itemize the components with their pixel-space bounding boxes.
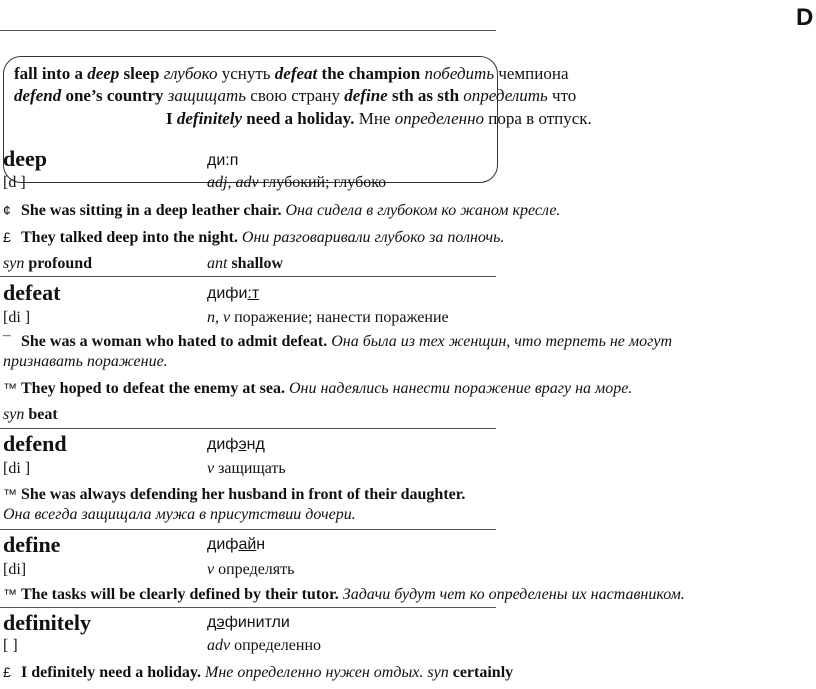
collocation-key: deep bbox=[87, 64, 120, 83]
antonym-deep bbox=[207, 255, 283, 273]
example-en: She was always defending her husband in front of their daughter. bbox=[21, 486, 466, 503]
example-defeat-1 bbox=[3, 333, 672, 351]
entry-word-deep: deep bbox=[3, 146, 47, 171]
collocation-ru: уснуть bbox=[217, 64, 275, 83]
collocation-key: defend bbox=[14, 86, 62, 105]
phonetic-defend: [di ] bbox=[3, 460, 31, 477]
meaning-text: защищать bbox=[214, 460, 286, 477]
entry-word-defend: defend bbox=[3, 431, 67, 456]
meaning-text: определенно bbox=[230, 637, 322, 654]
divider bbox=[0, 428, 496, 429]
example-en: They hoped to defeat the enemy at sea. bbox=[21, 380, 285, 397]
entry-word-defeat: defeat bbox=[3, 280, 61, 305]
collocation-ru-key: глубоко bbox=[163, 64, 218, 83]
example-ru: Они надеялись нанести поражение врагу на море. bbox=[284, 380, 633, 397]
collocation-en: I bbox=[166, 109, 177, 128]
pos-label: adv bbox=[207, 637, 231, 654]
syn-label: syn bbox=[3, 255, 25, 272]
transcription-part: н bbox=[256, 536, 266, 553]
example-deep-2 bbox=[3, 229, 504, 247]
collocation-ru-key: защищать bbox=[167, 86, 247, 105]
phonetic-deep: [d ] bbox=[3, 174, 26, 191]
example-en: She was a woman who hated to admit defeat. bbox=[21, 333, 328, 350]
example-defeat-1-cont: признавать поражение. bbox=[3, 353, 168, 370]
transcription-stress: :т bbox=[247, 285, 260, 302]
transcription-define bbox=[207, 536, 265, 554]
transcription-stress: э bbox=[238, 436, 247, 453]
transcription-defend bbox=[207, 436, 265, 454]
synonym-deep bbox=[3, 255, 92, 273]
transcription-defeat bbox=[207, 285, 259, 303]
transcription-deep: ди:п bbox=[207, 152, 239, 169]
example-definitely-1 bbox=[3, 664, 513, 682]
meaning-definitely bbox=[207, 637, 321, 655]
divider bbox=[0, 529, 496, 530]
collocation-ru-key: определить bbox=[463, 86, 548, 105]
collocation-ru: чемпиона bbox=[494, 64, 569, 83]
collocation-en: one’s country bbox=[61, 86, 168, 105]
divider bbox=[0, 276, 496, 277]
bullet-icon: ™ bbox=[3, 586, 17, 602]
meaning-deep bbox=[207, 174, 386, 192]
bullet-icon: £ bbox=[3, 229, 11, 245]
example-deep-1 bbox=[3, 202, 560, 220]
transcription-definitely bbox=[207, 614, 290, 632]
ant-word: shallow bbox=[227, 255, 284, 272]
transcription-part: диф bbox=[207, 436, 239, 453]
meaning-defeat bbox=[207, 309, 449, 327]
example-en: They talked deep into the night. bbox=[21, 229, 238, 246]
bullet-icon: ™ bbox=[3, 380, 17, 396]
ant-label: ant bbox=[207, 255, 228, 272]
syn-word: profound bbox=[24, 255, 93, 272]
top-rule bbox=[0, 30, 496, 31]
transcription-stress: ай bbox=[238, 536, 257, 553]
example-ru: Задачи будут чет ко определены их наставником. bbox=[338, 586, 685, 603]
transcription-part: дифи bbox=[207, 285, 248, 302]
syn-label: syn bbox=[427, 664, 449, 681]
example-ru: Она была из тех женщин, что терпеть не могут bbox=[327, 333, 673, 350]
syn-word: beat bbox=[24, 406, 58, 423]
transcription-stress: э bbox=[216, 614, 225, 631]
entry-word-define: define bbox=[3, 532, 61, 557]
collocation-en: the champion bbox=[317, 64, 425, 83]
example-ru: Мне определенно нужен отдых. bbox=[201, 664, 428, 681]
collocation-ru-key: победить bbox=[424, 64, 495, 83]
example-defeat-2 bbox=[3, 380, 632, 398]
phonetic-definitely: [ ] bbox=[3, 637, 18, 654]
collocation-en: sth as sth bbox=[387, 86, 464, 105]
collocation-en: sleep bbox=[119, 64, 164, 83]
collocation-line-3 bbox=[166, 109, 592, 129]
collocation-ru: что bbox=[547, 86, 577, 105]
transcription-part: диф bbox=[207, 536, 239, 553]
bullet-icon: ™ bbox=[3, 486, 17, 502]
meaning-text: поражение; нанести поражение bbox=[230, 309, 449, 326]
example-define-1 bbox=[3, 586, 685, 604]
transcription-part: финитли bbox=[224, 614, 290, 631]
meaning-text: определять bbox=[214, 561, 295, 578]
phonetic-define: [di] bbox=[3, 561, 27, 578]
transcription-part: д bbox=[207, 614, 217, 631]
entry-word-definitely: definitely bbox=[3, 610, 91, 635]
collocation-ru: пора в отпуск. bbox=[484, 109, 592, 128]
collocation-key: defeat bbox=[274, 64, 318, 83]
example-defend-1-ru: Она всегда защищала мужа в присутствии дочери. bbox=[3, 506, 356, 523]
example-en: I definitely need a holiday. bbox=[21, 664, 202, 681]
bullet-icon: ¢ bbox=[3, 202, 11, 218]
pos-label: adj, adv bbox=[207, 174, 259, 191]
example-en: The tasks will be clearly defined by their tutor. bbox=[21, 586, 339, 603]
bullet-icon: ¯ bbox=[3, 333, 11, 349]
pos-label: v bbox=[207, 460, 215, 477]
syn-label: syn bbox=[3, 406, 25, 423]
example-en: She was sitting in a deep leather chair. bbox=[21, 202, 282, 219]
example-ru: Она сидела в глубоком ко жаном кресле. bbox=[281, 202, 561, 219]
meaning-text: глубокий; глубоко bbox=[258, 174, 387, 191]
collocation-en: fall into a bbox=[14, 64, 88, 83]
collocation-ru: Мне bbox=[354, 109, 395, 128]
transcription-part: нд bbox=[246, 436, 265, 453]
page-letter: D bbox=[796, 4, 814, 31]
example-defend-1 bbox=[3, 486, 465, 504]
bullet-icon: £ bbox=[3, 664, 11, 680]
meaning-defend bbox=[207, 460, 286, 478]
syn-word: certainly bbox=[448, 664, 514, 681]
pos-label: n, v bbox=[207, 309, 231, 326]
synonym-defeat bbox=[3, 406, 58, 424]
meaning-define bbox=[207, 561, 294, 579]
pos-label: v bbox=[207, 561, 215, 578]
divider bbox=[0, 607, 496, 608]
collocation-key: definitely bbox=[176, 109, 243, 128]
example-ru: Они разговаривали глубоко за полночь. bbox=[237, 229, 505, 246]
collocation-line-2 bbox=[14, 86, 576, 106]
phonetic-defeat: [di ] bbox=[3, 309, 31, 326]
collocation-key: define bbox=[344, 86, 388, 105]
collocation-en: need a holiday. bbox=[242, 109, 355, 128]
collocation-ru-key: определенно bbox=[394, 109, 485, 128]
collocation-ru: свою страну bbox=[246, 86, 345, 105]
collocation-line-1 bbox=[14, 64, 569, 84]
